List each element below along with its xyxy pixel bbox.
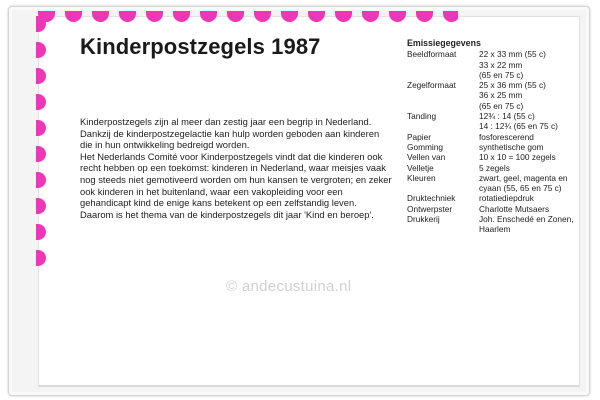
spec-row-kleuren (407, 173, 577, 194)
spec-value: 12¾ : 14 (55 c) (479, 111, 535, 122)
spec-label: Ontwerpster (407, 203, 453, 214)
spec-value: Charlotte Mutsaers (479, 203, 550, 214)
spec-row-ontwerpster (407, 204, 577, 214)
spec-row-velletje (407, 163, 577, 173)
spec-row-gomming (407, 142, 577, 152)
spec-label: Kleuren (407, 172, 436, 183)
perforation-dots-top (38, 9, 458, 27)
spec-value: 14 : 12¾ (65 en 75 c) (479, 121, 558, 132)
spec-value: Joh. Enschedé en Zonen, Haarlem (479, 214, 574, 235)
spec-label: Druktechniek (407, 193, 456, 204)
spec-value: 5 zegels (479, 162, 510, 173)
body-text (80, 116, 392, 220)
spec-row-tanding (407, 111, 577, 132)
spec-label: Velletje (407, 162, 434, 173)
page-title: Kinderpostzegels 1987 (80, 34, 321, 59)
spec-value: 10 x 10 = 100 zegels (479, 152, 556, 163)
spec-value: 25 x 36 mm (55 c) (479, 80, 546, 91)
spec-value: synthetische gom (479, 141, 544, 152)
spec-value: zwart, geel, magenta en cyaan (55, 65 en 75 c) (479, 172, 568, 194)
spec-value: (65 en 75 c) (479, 69, 524, 80)
spec-value: (65 en 75 c) (479, 100, 524, 111)
spec-value: fosforescerend (479, 131, 534, 142)
perforation-dots-left (29, 16, 51, 286)
specs-heading: Emissiegegevens (407, 38, 481, 48)
spec-row-druktechniek (407, 193, 577, 203)
spec-row-zegelformaat (407, 80, 577, 111)
body-paragraph: Kinderpostzegels zijn al meer dan zestig jaar een begrip in Nederland. Dankzij de kinderpostzegelactie kan hulp worden geboden aan kinderen die in hun ontwikkeling bedreigd worden. (80, 116, 380, 151)
body-paragraph: Het Nederlands Comité voor Kinderpostzegels vindt dat die kinderen ook recht hebben op een toekomst: kinderen in Nederland, waar meisjes vaak nog steeds niet gemotiveerd worden om hun kansen te vergroten; en zeker ook kinderen in het buitenland, waar een vakopleiding voor een gehandicapt kind de enige kans betekent op een zelfstandig leven. (80, 150, 392, 209)
spec-row-papier (407, 132, 577, 142)
spec-value: rotatiediepdruk (479, 193, 534, 204)
emission-details (407, 38, 577, 235)
spec-label: Beeldformaat (407, 49, 457, 60)
spec-label: Vellen van (407, 152, 446, 163)
watermark: © andecustuina.nl (226, 278, 352, 295)
spec-row-drukkerij (407, 214, 577, 235)
spec-row-beeldformaat (407, 49, 577, 80)
spec-value: 22 x 33 mm (55 c) (479, 49, 546, 60)
spec-value: 36 x 25 mm (479, 90, 523, 101)
spec-value: 33 x 22 mm (479, 59, 523, 70)
spec-row-vellen-van (407, 152, 577, 162)
spec-label: Zegelformaat (407, 80, 456, 91)
spec-label: Gomming (407, 141, 443, 152)
spec-label: Papier (407, 131, 431, 142)
spec-label: Drukkerij (407, 214, 440, 225)
spec-label: Tanding (407, 111, 437, 122)
body-paragraph: Daarom is het thema van de kinderpostzegels dit jaar 'Kind en beroep'. (80, 208, 374, 220)
